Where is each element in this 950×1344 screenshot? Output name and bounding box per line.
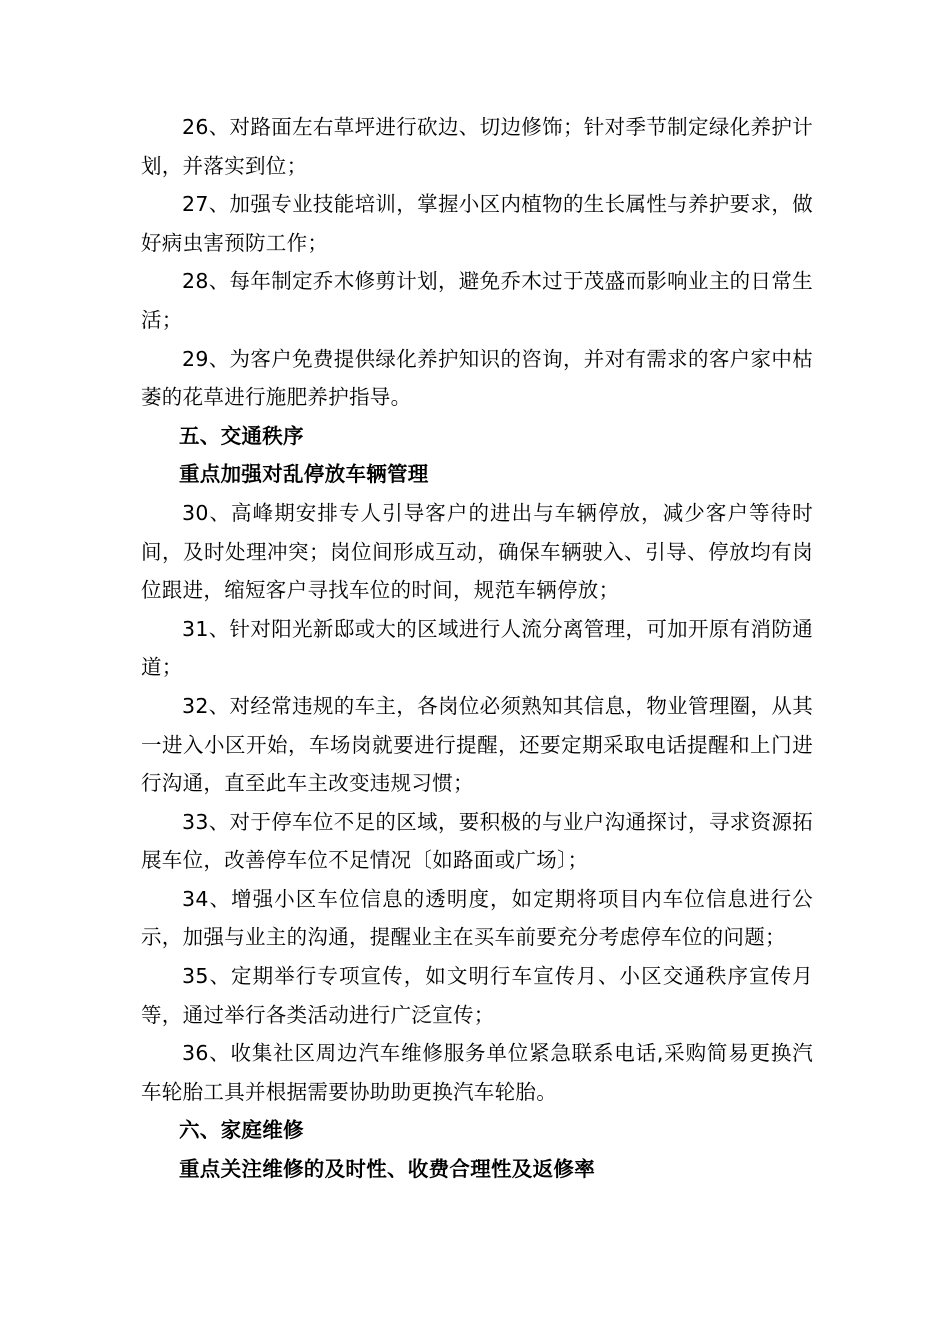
section-five-title: 五、交通秩序 [179,423,304,448]
document-body [141,108,813,1189]
item-33: 33、对于停车位不足的区域，要积极的与业户沟通探讨，寻求资源拓展车位，改善停车位不足情况〔如路面或广场〕； [141,809,813,873]
item-36: 36、收集社区周边汽车维修服务单位紧急联系电话,采购简易更换汽车轮胎工具并根据需要协助助更换汽车轮胎。 [141,1041,813,1104]
item-32: 32、对经常违规的车主，各岗位必须熟知其信息，物业管理圈，从其一进入小区开始，车场岗就要进行提醒，还要定期采取电话提醒和上门进行沟通，直至此车主改变违规习惯； [141,693,813,796]
item-31: 31、针对阳光新邸或大的区域进行人流分离管理，可加开原有消防通道； [141,616,813,680]
item-29: 29、为客户免费提供绿化养护知识的咨询，并对有需求的客户家中枯萎的花草进行施肥养护指导。 [141,346,813,410]
section-five-focus: 重点加强对乱停放车辆管理 [179,462,429,487]
item-35: 35、定期举行专项宣传，如文明行车宣传月、小区交通秩序宣传月等，通过举行各类活动进行广泛宣传； [141,964,813,1027]
item-26: 26、对路面左右草坪进行砍边、切边修饰；针对季节制定绿化养护计划，并落实到位； [141,115,813,178]
item-28: 28、每年制定乔木修剪计划，避免乔木过于茂盛而影响业主的日常生活； [141,269,813,332]
section-six-focus: 重点关注维修的及时性、收费合理性及返修率 [179,1157,595,1182]
item-30: 30、高峰期安排专人引导客户的进出与车辆停放，减少客户等待时间，及时处理冲突；岗位间形成互动，确保车辆驶入、引导、停放均有岗位跟进，缩短客户寻找车位的时间，规范车辆停放； [141,500,813,603]
item-27: 27、加强专业技能培训，掌握小区内植物的生长属性与养护要求，做好病虫害预防工作； [141,192,813,255]
item-34: 34、增强小区车位信息的透明度，如定期将项目内车位信息进行公示，加强与业主的沟通，提醒业主在买车前要充分考虑停车位的问题； [141,886,813,950]
section-six-title: 六、家庭维修 [179,1118,304,1143]
